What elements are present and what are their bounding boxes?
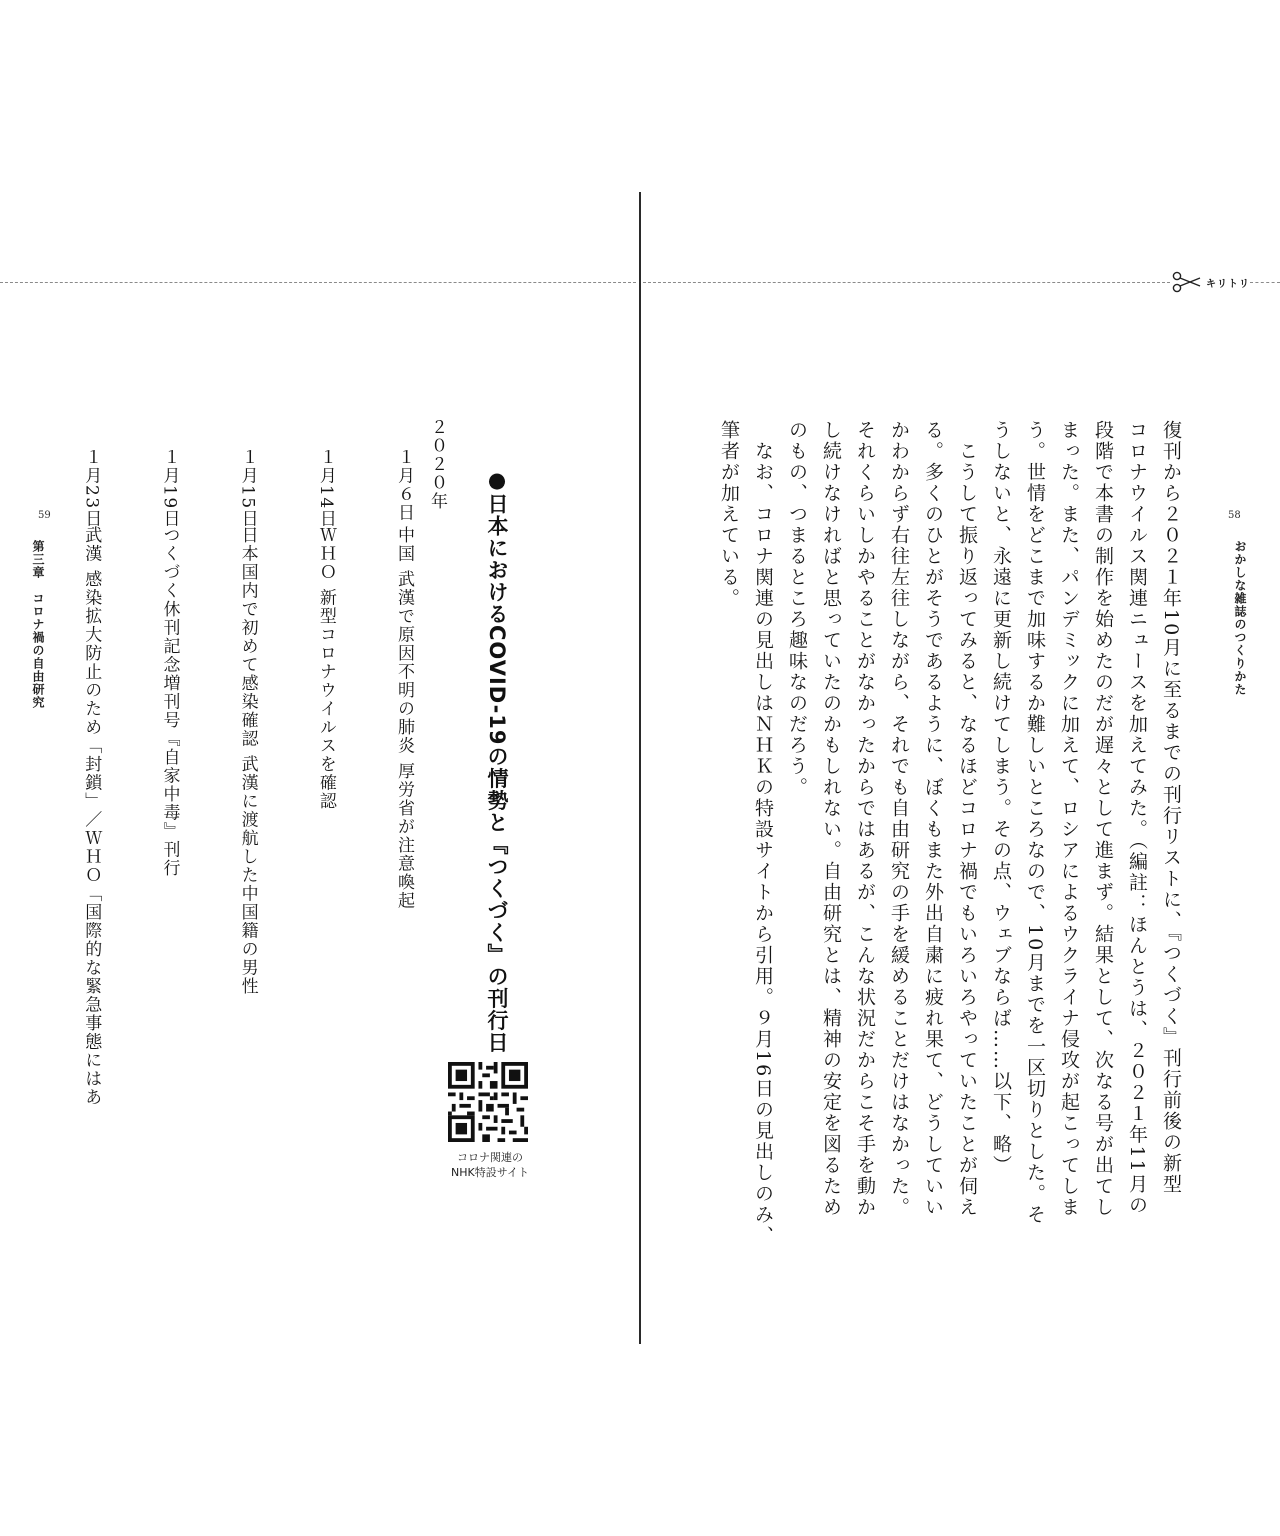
cut-line-left: [0, 282, 636, 283]
qr-caption-line2: NHK特設サイト: [451, 1166, 529, 1179]
timeline-date: １月６日: [394, 448, 414, 522]
body-line: 復刊から２０２１年10月に至るまでの刊行リストに、『つくづく』刊行前後の新型: [1160, 420, 1182, 1195]
timeline: [0, 448, 420, 1107]
timeline-row: [107, 448, 185, 1107]
timeline-date: １月14日: [315, 448, 336, 529]
right-page-body: [712, 420, 1188, 1247]
year-label: ２０２０年: [427, 418, 447, 511]
timeline-date: １月19日: [159, 448, 180, 529]
qr-caption-line1: コロナ関連の: [457, 1151, 523, 1164]
qr-code-icon[interactable]: [448, 1062, 528, 1142]
section-heading: ●日本におけるCOVID-19の情勢と『つくづく』の刊行日: [485, 468, 509, 1054]
body-line: 段階で本書の制作を始めたのだが遅々として進まず。結果として、次なる号が出てし: [1092, 420, 1114, 1218]
spine-divider: [639, 192, 641, 1344]
body-line: のもの、つまるところ趣味なのだろう。: [786, 420, 808, 798]
body-line: る。多くのひとがそうであるように、ぼくもまた外出自粛に疲れ果て、どうしていい: [922, 420, 944, 1218]
running-head-right: おかしな雑誌のつくりかた: [1233, 540, 1247, 696]
timeline-date: １月23日: [81, 448, 102, 529]
cut-label: キリトリ: [1206, 278, 1250, 290]
body-line: それくらいしかやることがなかったからではあるが、こんな状況だからこそ手を動か: [854, 420, 876, 1218]
timeline-date: １月15日: [237, 448, 258, 529]
timeline-event: 武漢 感染拡大防止のため「封鎖」／ＷＨＯ「国際的な緊急事態にはあ: [81, 526, 102, 1107]
body-line: なお、コロナ関連の見出しはＮＨＫの特設サイトから引用。９月16日の見出しのみ、: [752, 420, 774, 1247]
body-line: コロナウイルス関連ニュースを加えてみた。（編註：ほんとうは、２０２１年11月の: [1126, 420, 1148, 1216]
page-number-right: 58: [1228, 510, 1241, 521]
cut-mark: [1172, 271, 1250, 293]
timeline-event: 日本国内で初めて感染確認 武漢に渡航した中国籍の男性: [237, 526, 258, 996]
scissors-icon: [1172, 271, 1202, 293]
timeline-event: つくづく休刊記念増刊号『自家中毒』刊行: [159, 526, 180, 878]
body-line: 筆者が加えている。: [718, 420, 740, 609]
body-line: まった。また、パンデミックに加えて、ロシアによるウクライナ侵攻が起こってしま: [1058, 420, 1080, 1218]
qr-caption: [440, 1150, 540, 1180]
body-line: こうして振り返ってみると、なるほどコロナ禍でもいろいろやっていたことが伺え: [956, 420, 978, 1218]
timeline-date: [0, 448, 29, 526]
timeline-event: 中国 武漢で原因不明の肺炎 厚労省が注意喚起: [394, 526, 414, 910]
body-line: うしないと、永遠に更新し続けてしまう。その点、ウェブならば……以下、略）: [990, 420, 1012, 1176]
timeline-row: [0, 448, 29, 1107]
timeline-event: ＷＨＯ 新型コロナウイルスを確認: [315, 526, 336, 811]
timeline-row: [185, 448, 263, 1107]
body-line: かわからず右往左往しながら、それでも自由研究の手を緩めることだけはなかった。: [888, 420, 910, 1218]
timeline-row: [342, 448, 420, 1107]
timeline-row: [29, 448, 107, 1107]
cut-line-right: [643, 282, 1170, 283]
page-number-left: 59: [38, 510, 51, 521]
running-head-left: 第三章 コロナ禍の自由研究: [31, 540, 45, 709]
body-line: う。世情をどこまで加味するか難しいところなので、10月までを一区切りとした。そ: [1024, 420, 1046, 1226]
timeline-row: [264, 448, 342, 1107]
body-line: し続けなければと思っていたのかもしれない。自由研究とは、精神の安定を図るため: [820, 420, 842, 1218]
cut-line-tail: [1250, 282, 1280, 283]
